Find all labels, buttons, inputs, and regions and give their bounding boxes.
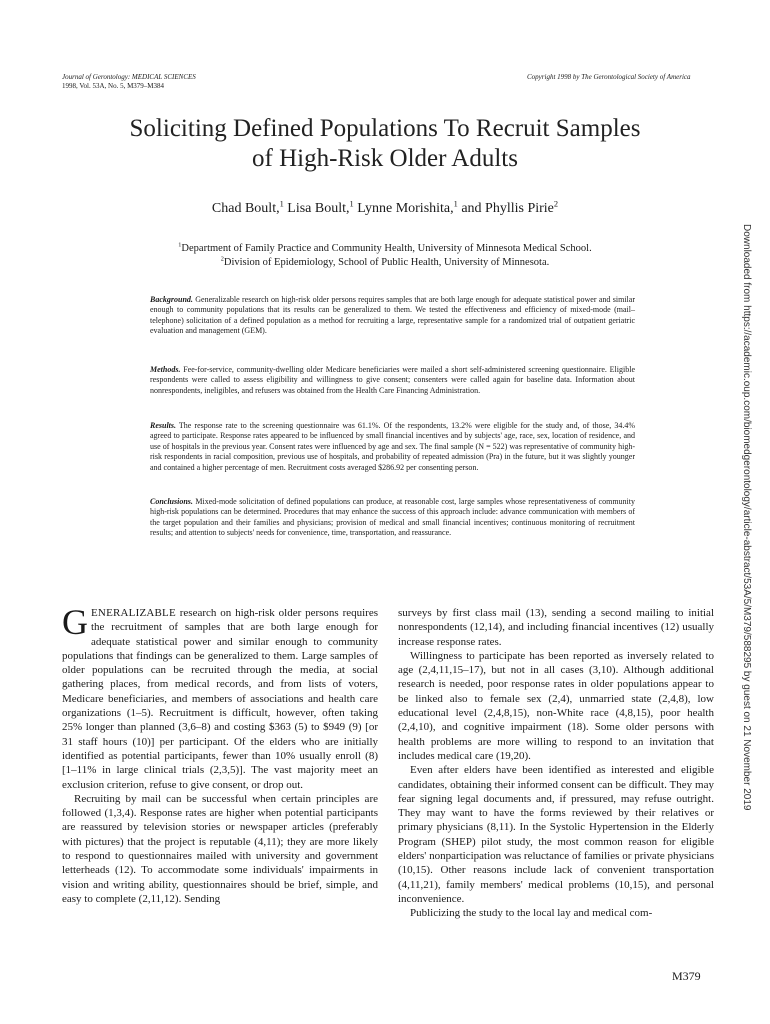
body-column-right: [398, 606, 714, 921]
body-paragraph: GENERALIZABLE research on high-risk older persons requires the recruitment of samples that are both large enough for adequate statistical power and similar enough to community populations that findings can be generalized to them. Large samples of older populations can be recruited through the media, at social gathering places, from medical records, and from lists of voters, Medicare beneficiaries, and members of associations and health care organizations (1–5). Recruitment is difficult, however, often taking 25% longer than planned (3,6–8) and costing $363 (5) to $949 (9) [or 31 staff hours (10)] per participant. Of the elders who are initially identified as potential participants, fewer than 10% usually enroll (8) [1–11% in large clinical trials (2,3,5)]. The vast majority meet an exclusion criterion, refuse to give consent, or drop out.: [62, 602, 378, 791]
drop-cap: G: [62, 602, 88, 642]
download-watermark: Downloaded from https://academic.oup.com/biomedgerontology/article-abstract/53A/5/M379/588295 by guest on 21 November 2019: [741, 224, 752, 811]
author-4: and Phyllis Pirie: [457, 201, 554, 216]
body-paragraph: Willingness to participate has been reported as inversely related to age (2,4,11,15–17), but not in all cases (3,10). Although additional research is needed, poor response rates in older populations appear to be linked also to female sex (2,4), unmarried state (2,4,8), low educational level (2,4,8,15), non-White race (4,8,15), poor health (2,4,10), and cognitive impairment (18). Some older persons with health problems are more willing to respond to an invitation that includes medical care (19,20).: [398, 649, 714, 762]
affiliation-1: $^1$Department of Family Practice and Community Health, University of Minnesota Medical School.: [178, 241, 592, 254]
author-4-affil: 2: [553, 199, 559, 209]
affiliation-2: $^2$Division of Epidemiology, School of Public Health, University of Minnesota.: [220, 255, 550, 268]
body-paragraph: surveys by first class mail (13), sending a second mailing to initial nonrespondents (12,14), and including financial incentives (12) usually increase response rates.: [398, 607, 714, 648]
author-3-affil: 1: [453, 199, 458, 209]
journal-volume: 1998, Vol. 53A, No. 5, M379–M384: [62, 82, 165, 90]
abstract-conclusions: Conclusions. Mixed-mode solicitation of defined populations can produce, at reasonable cost, large samples whose representativeness of community high-risk populations can be determined. Procedures that may enhance the success of this approach include: advance communication with members of the target population and their families and physicians; provision of medical and small financial incentives; continuous monitoring of recruitment results; and attention to subjects' needs for convenience, time, transportation, and reassurance.: [150, 497, 635, 538]
journal-header: [62, 73, 196, 91]
body-paragraph: Publicizing the study to the local lay and medical com-: [410, 907, 653, 920]
lead-caps: ENERALIZABLE: [91, 607, 176, 619]
journal-name: Journal of Gerontology: MEDICAL SCIENCES: [62, 73, 196, 81]
affiliations: [60, 242, 710, 270]
author-1-affil: 1: [279, 199, 284, 209]
title-line-2: of High-Risk Older Adults: [252, 145, 518, 172]
abstract-background: Background. Generalizable research on high-risk older persons requires samples that are both large enough for adequate statistical power and similar enough to community populations that its results can be generalized to them. We tested the effectiveness and efficiency of mixed-mode (mail–telephone) solicitation of a defined population as a method for recruiting a large, representative sample for a randomized trial of outpatient geriatric evaluation and management (GEM).: [150, 295, 635, 336]
body-paragraph: Recruiting by mail can be successful when certain principles are followed (1,3,4). Response rates are higher when potential participants are reassured by television stories or newspaper articles (preferably with pictures) that the project is reputable (4,11); they are more likely to respond to questionnaires mailed with university and government letterheads (12). To accommodate some individuals' impairments in vision and writing ability, questionnaires should be brief, simple, and easy to complete (2,11,12). Sending: [62, 792, 378, 905]
author-2-affil: 1: [349, 199, 354, 209]
author-3: Lynne Morishita,: [353, 201, 454, 216]
author-1: Chad Boult,: [211, 201, 280, 216]
copyright-notice: Copyright 1998 by The Gerontological Society of America: [527, 73, 691, 81]
page-number: M379: [672, 969, 701, 983]
body-column-left: [62, 602, 378, 906]
abstract-results: Results. The response rate to the screening questionnaire was 61.1%. Of the respondents, 13.2% were eligible for the study and, of those, 34.4% agreed to participate. Response rates appeared to be influenced by small financial incentives and by subjects' age, race, sex, location of residence, and use of hospitals in the previous year. Consent rates were influenced by age and sex. The final sample (N = 522) was representative of community high-risk respondents in racial composition, previous use of hospitals, and probability of repeated admission (Pra) in the future, but it was slightly younger and contained a higher percentage of men. Recruitment costs averaged $286.92 per consenting person.: [150, 421, 635, 472]
author-2: Lisa Boult,: [283, 201, 350, 216]
abstract-methods: Methods. Fee-for-service, community-dwelling older Medicare beneficiaries were mailed a short self-administered screening questionnaire. Eligible respondents were called to assess eligibility and willingness to give consent; consenters were called again for baseline data. Information about nonrespondents, ineligibles, and refusers was obtained from the Health Care Financing Administration.: [150, 365, 635, 395]
body-paragraph: Even after elders have been identified as interested and eligible candidates, obtaining their informed consent can be difficult. They may fear signing legal documents and, if pressured, may refuse outright. They may want to have the forms reviewed by their relatives or primary physicians (8,11). In the Systolic Hypertension in the Elderly Program (SHEP) pilot study, the most common reason for eligible elders' nonparticipation was reluctance of families or private physicians (10,15). Other reasons include lack of convenient transportation (4,11,21), family members' medical problems (10,15), and personal inconvenience.: [398, 764, 714, 905]
author-list: [60, 200, 710, 218]
title-line-1: Soliciting Defined Populations To Recruit Samples: [129, 115, 641, 142]
article-title: [60, 114, 710, 174]
